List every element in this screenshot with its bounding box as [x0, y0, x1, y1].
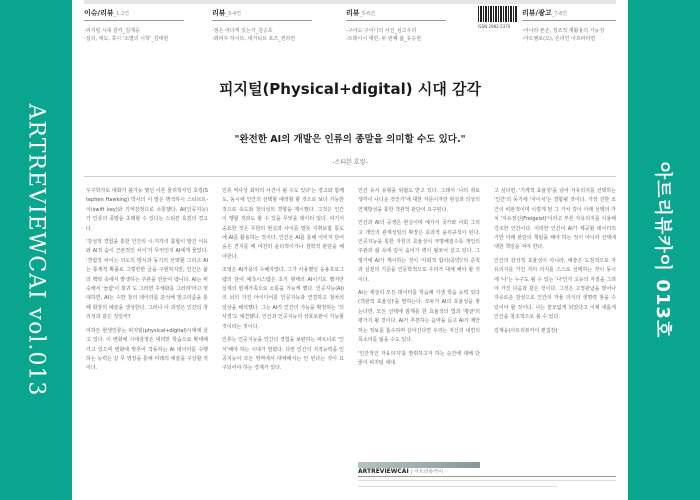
paragraph: 인간의 감성적 효율성이 아니라, 예술은 도전적으로 자유의지를 가진 자의 의지를 스스로 선택하는 것이 동시에 '나'는 누구도 될 수 있는 '나'인가 고유의 자질을 그려야 가진 다음과 같은 것이다. 그것은 고정관념을 벗어나 자유로운 감성으로 인간의 자율 의식의 생명력 찾을 수 있어야 할 것이다. 나는 쓸모없게 되었다고 이제 새롭게 인간을 창조적으로 볼 수 있다.	[494, 257, 616, 321]
left-vertical-title: ARTREVIEWCAI vol.013	[23, 103, 49, 397]
toc-heading: 리뷰/광고_7-8면	[522, 8, 616, 21]
table-of-contents	[84, 0, 616, 60]
paragraph: 여하든 현생인류는 피지털(physical+digital)시대에 살고 있다. 이 변화에 시대감정은 대리만 학습으로 확대해가고 있으며 변화에 맞추어 작동하는 AI 데이터를 수행하는 능력은 갈 무 영장을 통해 미래의 예술을 구상할 것이다.	[86, 327, 208, 372]
toc-column-3[interactable]	[346, 8, 446, 43]
article-column-3	[358, 187, 480, 372]
toc-column-2[interactable]	[212, 8, 312, 43]
article-title: 피지털(Physical+digital) 시대 감각	[218, 80, 482, 98]
toc-item: -피지털 시대 감각_김재웅	[84, 28, 140, 34]
toc-heading: 이슈/리뷰_1-2면	[84, 8, 184, 21]
toc-heading: 리뷰_3-4면	[212, 8, 312, 21]
band-divider	[358, 486, 558, 487]
article-quote: "완전한 AI의 개발은 인류의 종말을 의미할 수도 있다."	[234, 134, 466, 145]
left-green-margin	[0, 0, 72, 500]
right-vertical-title: 아트리뷰카이 013호	[652, 161, 673, 339]
toc-heading: 리뷰_5-6면	[346, 8, 446, 21]
toc-column-1[interactable]	[84, 8, 184, 43]
band-divider	[358, 480, 616, 481]
toc-item: -점은 여다게 있는가_김승호	[212, 28, 273, 34]
paragraph: '인간적인 자유의지'를 발휘하고자 하는 순간에 대해 단 줄이 피지털 세대.	[358, 350, 480, 366]
toc-item: -트레이시 에민, 두 번째 삶_유승현	[346, 36, 422, 42]
article-column-4	[494, 187, 616, 340]
toc-item: -뫼비우 하이브, 네거티브 포즈_권하연	[212, 36, 296, 42]
barcode-icon	[478, 6, 518, 22]
paragraph: 인간과 AI의 공생은 현실이며 예가서 국가와 사회 그리고 개인의 관계성임의 확장은 효과적 윤리규칙이 된다. 인공지능을 통한 자원의 효율성이 극명해질수록 개인의 주관과 삶 속에 깊이 숨어가 벽이 될쏘어 살고 있다. 그렇기에 AI가 제시하는 것이 '사회적 합의(공약)'의 준칙과 실천의 기준을 인문학적으로 우리가 대체 해야 할 것이다.	[358, 220, 480, 283]
toc-item: -어나라 폰손, 창조적 재활용의 가능성	[522, 28, 605, 34]
paragraph: 조영은 AI가용의 수혜자였다. 그가 사용했던 응용프로그램의 단어 예측시스템은 초기 형태의 AI이기도 했지만 실제의 현재가족으로 소통을 가능케 했다. 인공지능(AI)의 뇌의 가진 아이디어를 인공지능과 연결하고 점차의 일상을 해석했다. 그는 AI가 인간의 가능을 확장하는 '의사결'도 예견했다. 인간과 인공지능의 상호보완이 가능할 것이라는 것이다.	[222, 267, 345, 330]
article-column-2	[222, 187, 344, 378]
paragraph: 인류는 인공지능을 인간의 경험을 보완하는 파트너로 '인식'해야 하는 시대가 열렸다. 다만 인간의 지적능력을 인공지능이 모든 영역에서 대체해서는 안 된다는 것이 요구되어야 하는 경계가 있다.	[222, 337, 345, 372]
paragraph: 우주학자로 대화가 불가능 했던 이론 물리학자인 호킹(Stephen Hawking) 박사의 이 말은 명석하시 스티브트-이(swift key)와 기억감정으로 소통했다. AI(인공지능)가 인류의 종말을 초래할 수 있다는 스티븐 호킹의 경고다.	[86, 188, 208, 232]
paragraph: AI는 세상의 모든 데이터를 학습해 기생 학습 능력 있다(객관적 효율성)'을 말하는다. 모두가 AI의 효율성을 찾는다면, 모든 선택에 잠재를 한 효율성의 법과 '평균'의 평가기 될 것이다. AI가 추천하는 음악을 듣고 AI가 제안하는 정보를 흡수하며 살아간다면 우리는 자신의 내면의 목소리를 잃을 수도 있다.	[358, 290, 480, 344]
paragraph: 인간 유사 유형을 위협도 받고 있다. 그래서 '나의 취로 생각이 나다운 것인가'에 대한 자문이자만 현실과 의상의 연계방성을 통한 객관적 판단이 요구된다.	[358, 188, 481, 213]
article-column-1	[86, 187, 208, 378]
toc-column-4[interactable]	[522, 8, 616, 43]
author-credit: 김재웅(아트리뷰카이 편집장)	[494, 327, 558, 334]
toc-top-strip	[84, 0, 616, 4]
bottom-ad-band	[358, 468, 628, 500]
toc-item: -구이도 구이디의 사진_심고우리	[346, 28, 417, 34]
magazine-page	[72, 0, 628, 500]
right-green-margin	[628, 0, 700, 500]
section-divider	[84, 176, 616, 177]
toc-item: -아트엠보(오), 온라인 아트파라면	[522, 36, 596, 42]
paragraph: '강성적 경험을 통한 인간의 시·지각의 흡합이 말건 이유와 AI적 숨이 근본적인 차이'가 무엇인지 AI에게 물었다. '경험적 차이는 의도의 방식과 동기의 선택할 그리고 AI는 통계적 확률로 그렇만한 글을 구현하지만, 인간은 삶의 맥락 속에서 발생하는 주관을 만들어 냅니다. AI는 비슷해서 '놀람'이 희귀 도 그러면 주체화를 그러려'라고 멋대하면, AI는 수반 창의 데이터를 분석해 말고리즘을 통해 화장의 예술을 생성한다. 그러나 이 과정은 인간의 창의성과 같은 것일까?	[86, 239, 208, 321]
paragraph: 인류 역사상 최악의 사건이 될 수도 있다'는 경고와 함께도, 동시에 인간의 선택할 예정할 할 것으로 보다 가능한 것으로 속도와 창의성의 경향을 제시했다. 그것은 인간이 행할 것과도 할 수 있을 무엇을 데이터 있다. 여기서 중요한 것은 무한의 현실과 사이를 말뜻 지휘보합 통도에 AI를 활용하는 것이다. 인간은 AI를 통해 이미지 단어 숲은 견지를 때 여전히 윤리적이거나 철학적 판단을 해야한다.	[222, 188, 344, 260]
paragraph: 고 싶다면, '기계적 효율성'을 넘어 자유의지를 선택하는 '인간'의 동기에 '자이치'는 결합될 것이다. 가장 진한 조건이 비판적이며 이렇게 된 그 가치 깊이 아래 선택의 가치 '자유정신(Freigeist)'이라고 부른 자유의지를 이용해 강조한 인간이다. 이러한 인간이 AI가 제공할 데이터의 기반 아래 판단의 책임을 해야 하는 것이 아니라 선택에 대한 책임을 져야 한다.	[494, 188, 616, 251]
issn-number: ISSN 2982-5370	[478, 24, 511, 29]
bottom-band-title: ARTREVIEWCAI | 아트리뷰카이	[358, 468, 616, 477]
quote-author: -스티븐 호킹-	[332, 159, 368, 166]
toc-item: -설리, 애도, 혹시 '소멸의 시학'_김태현	[84, 36, 169, 42]
